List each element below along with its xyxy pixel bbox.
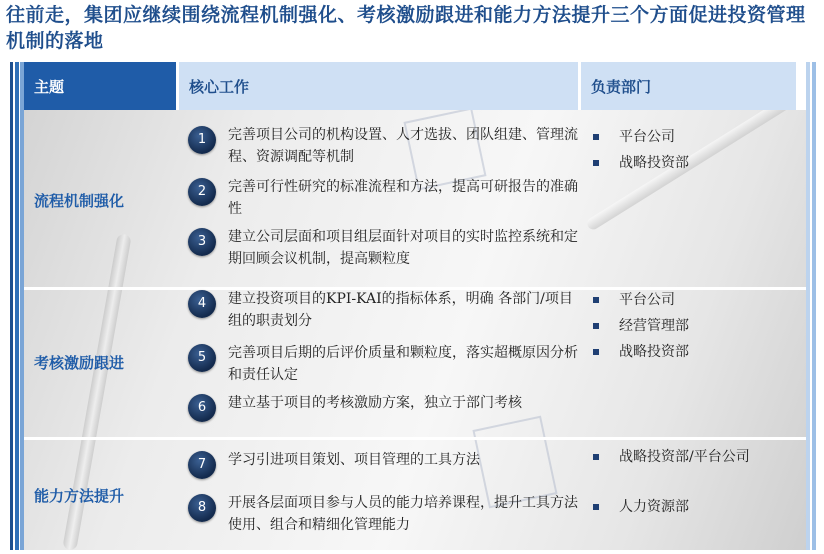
department-item	[593, 289, 675, 311]
work-item-text: 完善项目公司的机构设置、人才选拔、团队组建、管理流程、资源调配等机制	[228, 127, 578, 165]
bullet-icon	[593, 160, 599, 166]
department-label: 平台公司	[619, 292, 675, 308]
header-core-work: 核心工作	[179, 62, 578, 110]
left-border-bar	[10, 62, 24, 550]
department-label: 战略投资部	[619, 344, 689, 360]
right-border-bar	[806, 62, 816, 550]
department-item	[593, 152, 689, 174]
work-item-text: 建立公司层面和项目组层面针对项目的实时监控系统和定期回顾会议机制，提高颗粒度	[228, 229, 578, 267]
department-label: 战略投资部/平台公司	[619, 449, 750, 465]
department-item	[593, 496, 689, 518]
work-item-text: 完善可行性研究的标准流程和方法，提高可研报告的准确性	[228, 179, 578, 217]
work-item-text: 学习引进项目策划、项目管理的工具方法	[228, 452, 480, 468]
department-item	[593, 126, 675, 148]
work-item-text: 完善项目后期的后评价质量和颗粒度，落实超概原因分析和责任认定	[228, 345, 578, 383]
work-item-text: 建立基于项目的考核激励方案，独立于部门考核	[228, 395, 522, 411]
bullet-icon	[593, 323, 599, 329]
core-work-table	[10, 62, 816, 550]
number-badge: 4	[188, 290, 216, 318]
topic-process-mechanism: 流程机制强化	[34, 192, 125, 210]
number-badge: 5	[188, 344, 216, 372]
work-item-text: 开展各层面项目参与人员的能力培养课程，提升工具方法使用、组合和精细化管理能力	[228, 495, 578, 533]
number-badge: 2	[188, 178, 216, 206]
number-badge: 8	[188, 494, 216, 522]
department-item	[593, 341, 689, 363]
bullet-icon	[593, 134, 599, 140]
number-badge: 6	[188, 394, 216, 422]
bullet-icon	[593, 297, 599, 303]
header-department: 负责部门	[581, 62, 796, 110]
department-item	[593, 315, 689, 337]
header-topic: 主题	[24, 62, 176, 110]
department-label: 平台公司	[619, 129, 675, 145]
topic-assessment-incentive: 考核激励跟进	[34, 354, 125, 372]
number-badge: 7	[188, 451, 216, 479]
work-item-text: 建立投资项目的KPI-KAI的指标体系，明确 各部门/项目组的职责划分	[228, 291, 573, 329]
bullet-icon	[593, 454, 599, 460]
page-title: 往前走，集团应继续围绕流程机制强化、考核激励跟进和能力方法提升三个方面促进投资管理机制的落地	[6, 4, 806, 52]
department-item	[593, 446, 750, 468]
topic-capability-method: 能力方法提升	[34, 487, 125, 505]
number-badge: 1	[188, 126, 216, 154]
bullet-icon	[593, 504, 599, 510]
department-label: 人力资源部	[619, 499, 689, 515]
section-divider	[24, 437, 806, 440]
department-label: 战略投资部	[619, 155, 689, 171]
number-badge: 3	[188, 228, 216, 256]
bullet-icon	[593, 349, 599, 355]
department-label: 经营管理部	[619, 318, 689, 334]
